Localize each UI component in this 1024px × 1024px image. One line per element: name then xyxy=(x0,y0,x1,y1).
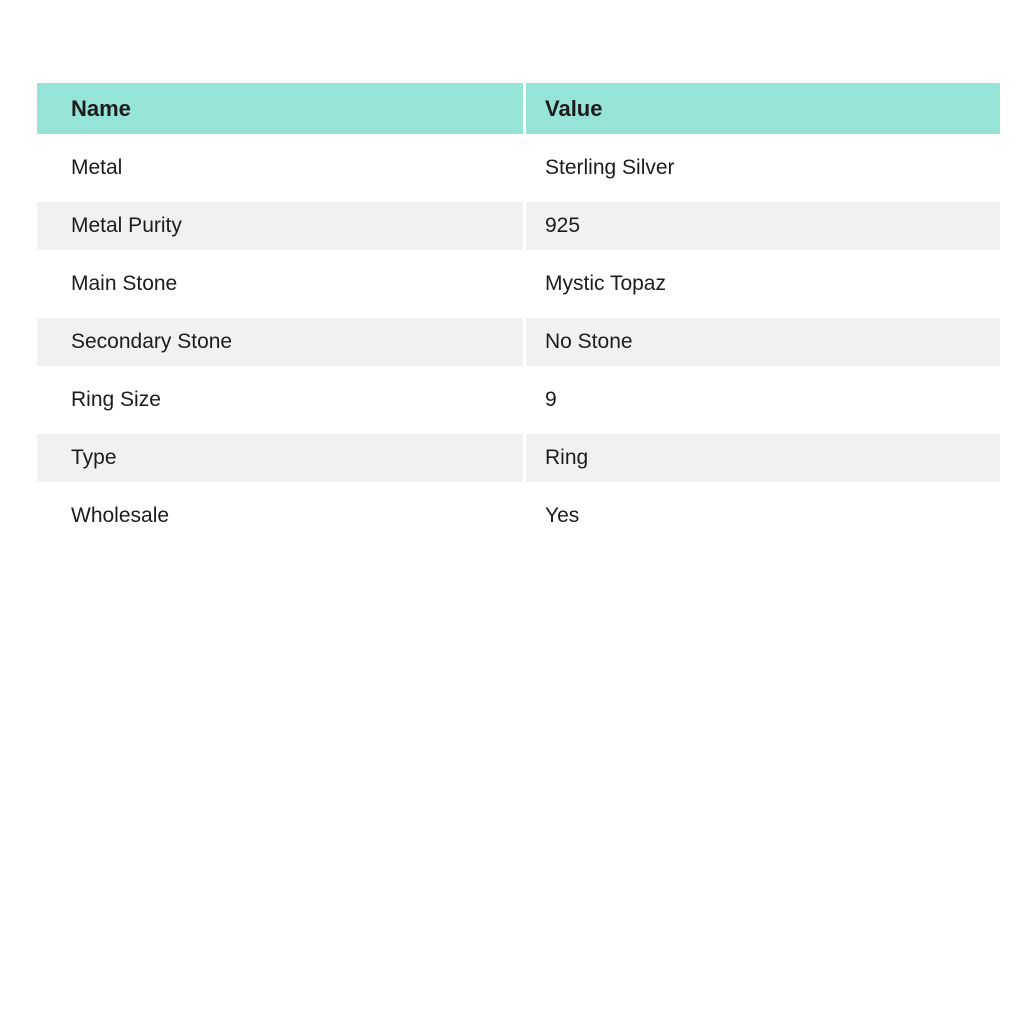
table-row xyxy=(37,313,1000,371)
attribute-value-cell: 925 xyxy=(523,197,1000,255)
column-header-value: Value xyxy=(523,83,1000,139)
attribute-name-cell: Metal xyxy=(37,139,523,197)
attribute-value-cell: Mystic Topaz xyxy=(523,255,1000,313)
attribute-value-cell: 9 xyxy=(523,371,1000,429)
table-row xyxy=(37,429,1000,487)
attribute-name-cell: Secondary Stone xyxy=(37,313,523,371)
attribute-value-cell: Ring xyxy=(523,429,1000,487)
attribute-name-cell: Wholesale xyxy=(37,487,523,545)
table-header-row xyxy=(37,83,1000,139)
table-row xyxy=(37,487,1000,545)
table-row xyxy=(37,255,1000,313)
table-row xyxy=(37,371,1000,429)
attribute-value-cell: Sterling Silver xyxy=(523,139,1000,197)
attribute-name-cell: Metal Purity xyxy=(37,197,523,255)
table-row xyxy=(37,139,1000,197)
attribute-name-cell: Main Stone xyxy=(37,255,523,313)
product-attributes-table xyxy=(37,83,1000,545)
attribute-value-cell: No Stone xyxy=(523,313,1000,371)
table-row xyxy=(37,197,1000,255)
table-body xyxy=(37,139,1000,545)
table-header xyxy=(37,83,1000,139)
attribute-value-cell: Yes xyxy=(523,487,1000,545)
column-header-name: Name xyxy=(37,83,523,139)
attribute-name-cell: Ring Size xyxy=(37,371,523,429)
attribute-name-cell: Type xyxy=(37,429,523,487)
